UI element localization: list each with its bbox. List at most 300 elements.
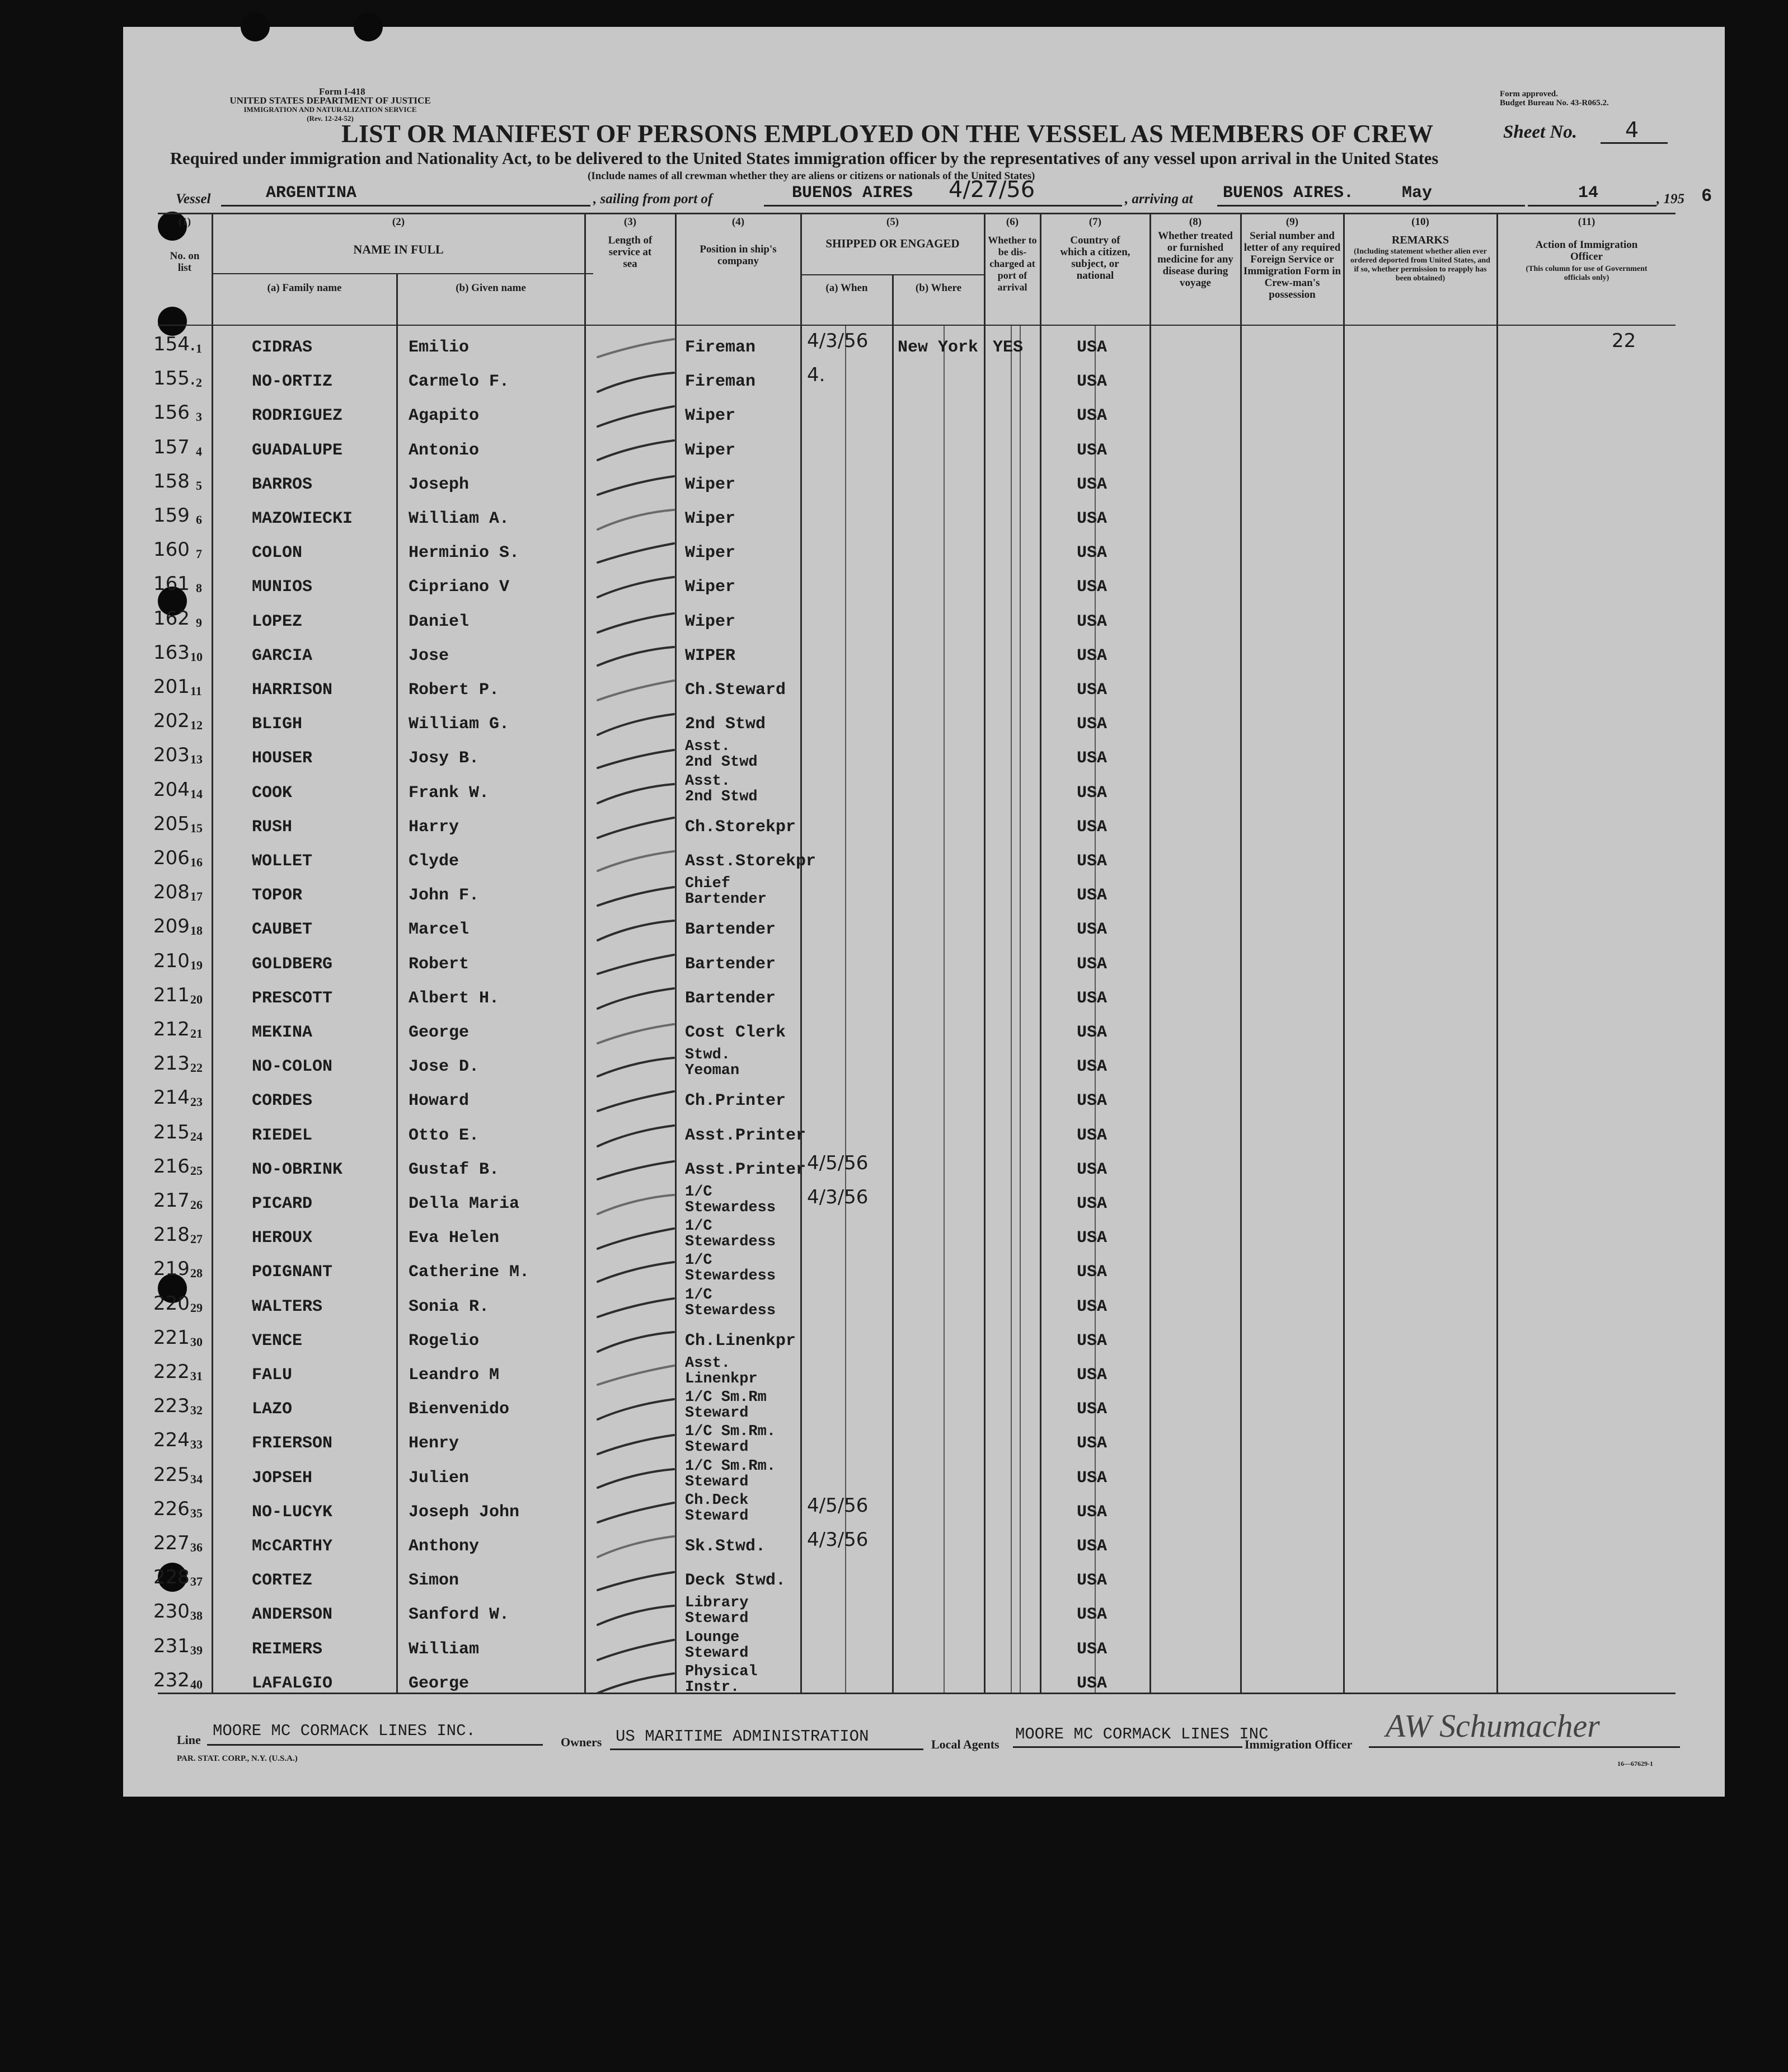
row-sequence-number: 160 [153, 538, 190, 561]
agents-field [1013, 1725, 1269, 1748]
table-row [123, 739, 1673, 773]
row-list-number: 1 [196, 341, 202, 355]
year-prefix: , 195 [1656, 191, 1684, 207]
cell-given: Henry [409, 1434, 459, 1454]
cell-country: USA [1077, 646, 1107, 665]
cell-country: USA [1077, 440, 1107, 460]
col-7-title: Country of which a citizen, subject, or national [1060, 235, 1130, 282]
sailing-date: 4/27/56 [949, 177, 1035, 203]
row-sequence-number: 227 [153, 1532, 190, 1554]
cell-country: USA [1077, 886, 1107, 906]
row-sequence-number: 211 [153, 983, 190, 1006]
cell-position: 2nd Stwd [685, 715, 766, 734]
cell-given: Carmelo F. [409, 372, 510, 392]
row-sequence-number: 209 [153, 915, 190, 938]
cell-country: USA [1077, 852, 1107, 871]
cell-family: LAZO [252, 1400, 293, 1419]
form-code: 16—67629-1 [1617, 1760, 1653, 1768]
cell-country: USA [1077, 817, 1107, 837]
row-list-number: 24 [190, 1129, 203, 1143]
form-id: Form I-418 [319, 86, 365, 97]
row-sequence-number: 218 [153, 1223, 190, 1246]
row-sequence-number: 213 [153, 1052, 190, 1075]
cell-country: USA [1077, 1023, 1107, 1042]
row-sequence-number: 221 [153, 1326, 190, 1349]
col-4-header [676, 216, 800, 267]
table-row [123, 499, 1673, 533]
cell-country: USA [1077, 749, 1107, 768]
cell-given: Catherine M. [409, 1263, 530, 1282]
form-agency-block [224, 87, 437, 123]
row-sequence-number: 201 [153, 676, 190, 698]
cell-position-line2: Stewardess [685, 1268, 776, 1285]
table-row [123, 1047, 1673, 1081]
cell-country: USA [1077, 1057, 1107, 1077]
cell-given: Sonia R. [409, 1297, 490, 1316]
col-1-header [158, 216, 212, 274]
cell-position: Wiper [685, 509, 736, 528]
row-sequence-number: 202 [153, 710, 190, 733]
cell-family: COOK [252, 783, 293, 803]
row-list-number: 15 [190, 821, 203, 835]
cell-position: 1/C Sm.Rm [685, 1389, 767, 1407]
table-row [123, 1321, 1673, 1356]
col-9-number: (9) [1285, 216, 1299, 228]
cell-position: Bartender [685, 920, 776, 940]
col-11-title: Action of Immigration Officer [1535, 239, 1638, 262]
row-list-number: 39 [190, 1643, 203, 1657]
arriving-port: BUENOS AIRES. [1223, 184, 1354, 203]
cell-position: Wiper [685, 406, 736, 426]
col-1-title: No. on list [170, 250, 200, 274]
cell-position: 1/C [685, 1218, 712, 1235]
cell-given: Simon [409, 1571, 459, 1591]
cell-country: USA [1077, 1605, 1107, 1625]
row-sequence-number: 157 [153, 435, 190, 458]
budget-bureau: Budget Bureau No. 43-R065.2. [1500, 99, 1609, 107]
cell-given: Julien [409, 1468, 470, 1488]
cell-position: Ch.Steward [685, 681, 786, 700]
cell-family: JOPSEH [252, 1468, 313, 1488]
cell-position: Wiper [685, 578, 736, 597]
arriving-field [1217, 184, 1525, 207]
cell-country: USA [1077, 578, 1107, 597]
agents-label: Local Agents [931, 1737, 999, 1751]
col-8-header [1151, 216, 1240, 289]
cell-given: Joseph [409, 475, 470, 494]
punch-hole [241, 12, 270, 41]
sheet-label: Sheet No. [1503, 122, 1577, 142]
line-name: MOORE MC CORMACK LINES INC. [213, 1722, 476, 1740]
cell-position: Wiper [685, 612, 736, 631]
row-list-number: 7 [196, 547, 202, 561]
table-row [123, 1253, 1673, 1287]
row-list-number: 28 [190, 1266, 203, 1281]
sailing-label: , sailing from port of [593, 191, 713, 207]
cell-family: TOPOR [252, 886, 303, 906]
cell-country: USA [1077, 543, 1107, 563]
cell-when: 4/5/56 [807, 1151, 869, 1174]
vessel-name: ARGENTINA [266, 184, 357, 203]
cell-country: USA [1077, 1639, 1107, 1659]
cell-family: CORTEZ [252, 1571, 313, 1591]
cell-country: USA [1077, 338, 1107, 357]
cell-family: HEROUX [252, 1229, 313, 1248]
cell-country: USA [1077, 1468, 1107, 1488]
row-list-number: 33 [190, 1437, 203, 1452]
table-row [123, 910, 1673, 944]
col-3-number: (3) [623, 216, 637, 228]
row-list-number: 3 [196, 410, 202, 424]
row-sequence-number: 156 [153, 401, 190, 424]
cell-position-line2: Stewardess [685, 1199, 776, 1216]
cell-family: LOPEZ [252, 612, 303, 631]
cell-position: Cost Clerk [685, 1023, 786, 1042]
row-sequence-number: 163 [153, 641, 190, 664]
cell-position: Ch.Linenkpr [685, 1331, 796, 1351]
cell-country: USA [1077, 1091, 1107, 1111]
row-sequence-number: 210 [153, 949, 190, 972]
cell-position-line2: Steward [685, 1610, 749, 1628]
cell-position: Stwd. [685, 1047, 731, 1064]
cell-family: WOLLET [252, 852, 313, 871]
row-sequence-number: 220 [153, 1292, 190, 1315]
col-5-number: (5) [886, 216, 899, 228]
cell-country: USA [1077, 1366, 1107, 1385]
cell-position: Sk.Stwd. [685, 1537, 766, 1556]
cell-position-line2: Steward [685, 1473, 749, 1490]
officer-label: Immigration Officer [1245, 1737, 1353, 1751]
col-11-header [1498, 216, 1676, 283]
col-5-header [801, 216, 984, 250]
cell-country: USA [1077, 715, 1107, 734]
row-sequence-number: 226 [153, 1497, 190, 1520]
cell-given: Emilio [409, 338, 470, 357]
col-10-header [1344, 216, 1496, 283]
cell-position: Asst. [685, 772, 731, 790]
cell-given: Gustaf B. [409, 1160, 500, 1179]
printer-credit: PAR. STAT. CORP., N.Y. (U.S.A.) [177, 1754, 298, 1763]
row-sequence-number: 206 [153, 847, 190, 869]
cell-given: Josy B. [409, 749, 480, 768]
row-list-number: 10 [190, 649, 203, 664]
cell-country: USA [1077, 1126, 1107, 1145]
table-row [123, 1459, 1673, 1493]
col-2-header [213, 216, 584, 255]
row-sequence-number: 215 [153, 1121, 190, 1143]
cell-position-line2: Steward [685, 1439, 749, 1456]
cell-country: USA [1077, 681, 1107, 700]
sailing-field [764, 177, 1122, 207]
cell-country: USA [1077, 509, 1107, 528]
cell-family: HOUSER [252, 749, 313, 768]
sheet-number: 4 [1625, 118, 1639, 142]
cell-when: 4/3/56 [807, 1186, 869, 1208]
row-list-number: 6 [196, 513, 202, 527]
cell-given: Frank W. [409, 783, 490, 803]
cell-position: WIPER [685, 646, 736, 665]
row-list-number: 37 [190, 1574, 203, 1589]
cell-given: Howard [409, 1091, 470, 1111]
approval-block [1500, 90, 1609, 107]
cell-when: 4/5/56 [807, 1494, 869, 1517]
cell-family: HARRISON [252, 681, 333, 700]
form-subtitle: Required under immigration and Nationality Act, to be delivered to the United States immigration officer by the representatives of any vessel upon arrival in the United States [170, 149, 1439, 168]
col-7-header [1041, 216, 1149, 282]
row-list-number: 40 [190, 1677, 203, 1691]
cell-given: William A. [409, 509, 510, 528]
cell-position-line2: Yeoman [685, 1062, 740, 1080]
row-list-number: 19 [190, 958, 203, 972]
cell-given: Jose D. [409, 1057, 480, 1077]
vessel-field [221, 184, 590, 207]
cell-position: 1/C [685, 1252, 712, 1269]
row-list-number: 26 [190, 1198, 203, 1212]
table-row [123, 1356, 1673, 1390]
sheet-field [1601, 118, 1668, 144]
row-sequence-number: 161 [153, 573, 190, 596]
form-revision: (Rev. 12-24-52) [307, 114, 354, 123]
table-row [123, 636, 1673, 671]
owners-label: Owners [561, 1735, 602, 1749]
manifest-sheet [123, 27, 1725, 1797]
table-row [123, 1081, 1673, 1115]
cell-country: USA [1077, 1297, 1107, 1316]
table-row [123, 362, 1673, 396]
cell-given: Eva Helen [409, 1229, 500, 1248]
row-list-number: 5 [196, 478, 202, 493]
cell-when: 4. [807, 364, 825, 387]
row-sequence-number: 217 [153, 1189, 190, 1212]
agents-name: MOORE MC CORMACK LINES INC [1015, 1725, 1269, 1743]
cell-country: USA [1077, 1263, 1107, 1282]
row-list-number: 27 [190, 1232, 203, 1246]
cell-position: Wiper [685, 543, 736, 563]
table-row [123, 396, 1673, 430]
table-row [123, 842, 1673, 876]
row-sequence-number: 214 [153, 1086, 190, 1109]
row-sequence-number: 204 [153, 778, 190, 801]
cell-family: FRIERSON [252, 1434, 333, 1454]
row-list-number: 12 [190, 718, 203, 733]
form-title: LIST OR MANIFEST OF PERSONS EMPLOYED ON THE VESSEL AS MEMBERS OF CREW [341, 119, 1434, 148]
cell-country: USA [1077, 372, 1107, 392]
row-sequence-number: 231 [153, 1634, 190, 1657]
row-list-number: 32 [190, 1403, 203, 1418]
cell-given: Daniel [409, 612, 470, 631]
row-sequence-number: 222 [153, 1361, 190, 1383]
cell-position: Wiper [685, 440, 736, 460]
cell-where: New York [898, 338, 979, 357]
row-list-number: 35 [190, 1506, 203, 1520]
table-row [123, 1184, 1673, 1218]
table-row [123, 1527, 1673, 1561]
cell-position: Asst.Printer [685, 1160, 806, 1179]
row-list-number: 14 [190, 786, 203, 801]
col-8-title: Whether treated or furnished medicine for any disease during voyage [1157, 230, 1233, 289]
table-row [123, 1595, 1673, 1629]
table-row [123, 1390, 1673, 1424]
cell-position-line2: Steward [685, 1507, 749, 1525]
row-list-number: 22 [190, 1061, 203, 1075]
cell-position: Deck Stwd. [685, 1571, 786, 1591]
table-row [123, 328, 1673, 362]
cell-position: Ch.Storekpr [685, 817, 796, 837]
cell-family: PICARD [252, 1194, 313, 1213]
arriving-label: , arriving at [1125, 191, 1193, 207]
cell-position: Asst.Printer [685, 1126, 806, 1145]
row-sequence-number: 203 [153, 744, 190, 767]
cell-position: Ch.Printer [685, 1091, 786, 1111]
col-10-note: (Including statement whether alien ever ordered deported from United States, and if so, whether permission to reapply has been obtained) [1350, 247, 1490, 283]
cell-given: Clyde [409, 852, 459, 871]
cell-action: 22 [1612, 330, 1636, 352]
cell-given: Della Maria [409, 1194, 520, 1213]
col-10-number: (10) [1411, 216, 1429, 228]
cell-position-line2: Stewardess [685, 1302, 776, 1319]
row-list-number: 9 [196, 615, 202, 630]
cell-family: GUADALUPE [252, 440, 343, 460]
cell-family: NO-ORTIZ [252, 372, 333, 392]
cell-family: FALU [252, 1366, 293, 1385]
cell-family: VENCE [252, 1331, 303, 1351]
table-row [123, 1013, 1673, 1047]
cell-position: 1/C [685, 1184, 712, 1201]
table-row [123, 979, 1673, 1013]
col-2b-header: (b) Given name [456, 282, 526, 294]
cell-position: Fireman [685, 372, 756, 392]
row-list-number: 38 [190, 1609, 203, 1623]
cell-country: USA [1077, 1434, 1107, 1454]
year-suffix: 6 [1701, 186, 1712, 207]
table-row [123, 431, 1673, 465]
col-5b-header: (b) Where [915, 282, 962, 294]
cell-family: COLON [252, 543, 303, 563]
col-9-title: Serial number and letter of any required Foreign Service or Immigration Form in Crew-man's possession [1243, 230, 1341, 301]
row-sequence-number: 155. [153, 367, 196, 390]
row-sequence-number: 219 [153, 1258, 190, 1281]
row-sequence-number: 208 [153, 881, 190, 904]
table-row [123, 808, 1673, 842]
cell-position: Physical [685, 1663, 758, 1680]
table-row [123, 1630, 1673, 1664]
table-row [123, 1493, 1673, 1527]
cell-given: John F. [409, 886, 480, 906]
cell-position: Asst. [685, 738, 731, 756]
row-list-number: 34 [190, 1471, 203, 1486]
cell-country: USA [1077, 954, 1107, 974]
cell-family: MAZOWIECKI [252, 509, 353, 528]
department-name: UNITED STATES DEPARTMENT OF JUSTICE [229, 95, 431, 106]
row-list-number: 2 [196, 376, 202, 390]
col-4-title: Position in ship's company [700, 243, 777, 267]
row-sequence-number: 159 [153, 504, 190, 527]
cell-position: Asst. [685, 1355, 731, 1372]
cell-given: William G. [409, 715, 510, 734]
cell-given: George [409, 1673, 470, 1693]
sailing-port: BUENOS AIRES [792, 184, 913, 203]
row-sequence-number: 230 [153, 1600, 190, 1623]
row-sequence-number: 212 [153, 1018, 190, 1040]
row-sequence-number: 224 [153, 1429, 190, 1452]
col-3-header [585, 216, 675, 270]
punch-hole [354, 12, 383, 41]
col-1-number: (1) [178, 216, 191, 228]
cell-country: USA [1077, 1537, 1107, 1556]
row-list-number: 25 [190, 1163, 203, 1178]
cell-family: ANDERSON [252, 1605, 333, 1625]
cell-given: Harry [409, 817, 459, 837]
cell-family: CORDES [252, 1091, 313, 1111]
cell-family: PRESCOTT [252, 988, 333, 1008]
cell-family: RIEDEL [252, 1126, 313, 1145]
col-9-header [1241, 216, 1343, 301]
row-sequence-number: 228 [153, 1566, 190, 1589]
cell-position-line2: Stewardess [685, 1234, 776, 1251]
cell-family: BARROS [252, 475, 313, 494]
cell-position: Ch.Deck [685, 1492, 749, 1509]
col-2-title: NAME IN FULL [353, 242, 444, 256]
cell-given: Robert [409, 954, 470, 974]
cell-position: Bartender [685, 988, 776, 1008]
cell-position: 1/C [685, 1286, 712, 1304]
officer-signature: AW Schumacher [1386, 1708, 1600, 1744]
cell-given: Sanford W. [409, 1605, 510, 1625]
cell-given: Antonio [409, 440, 480, 460]
col-8-number: (8) [1189, 216, 1202, 228]
owners-field [610, 1728, 923, 1750]
cell-given: Marcel [409, 920, 470, 940]
owners-name: US MARITIME ADMINISTRATION [616, 1727, 869, 1746]
cell-position: Library [685, 1595, 749, 1612]
row-list-number: 17 [190, 889, 203, 904]
cell-disch: YES [993, 338, 1024, 357]
table-row [123, 533, 1673, 568]
officer-field [1369, 1708, 1680, 1748]
row-list-number: 20 [190, 992, 203, 1006]
table-row [123, 1424, 1673, 1458]
cell-given: Rogelio [409, 1331, 480, 1351]
cell-given: Agapito [409, 406, 480, 426]
cell-family: POIGNANT [252, 1263, 333, 1282]
row-list-number: 13 [190, 752, 203, 767]
cell-family: CAUBET [252, 920, 313, 940]
line-field [207, 1723, 543, 1746]
service-check-mark [588, 1665, 683, 1704]
cell-given: Jose [409, 646, 449, 665]
row-list-number: 21 [190, 1026, 203, 1040]
col-5a-header: (a) When [825, 282, 868, 294]
col-2a-header: (a) Family name [267, 282, 342, 294]
cell-family: RODRIGUEZ [252, 406, 343, 426]
cell-country: USA [1077, 783, 1107, 803]
cell-position: Lounge [685, 1629, 740, 1646]
cell-given: Joseph John [409, 1502, 520, 1522]
cell-family: GARCIA [252, 646, 313, 665]
cell-given: William [409, 1639, 480, 1659]
cell-country: USA [1077, 1229, 1107, 1248]
row-sequence-number: 158 [153, 470, 190, 493]
cell-position-line2: Steward [685, 1644, 749, 1662]
cell-given: Robert P. [409, 681, 500, 700]
table-row [123, 774, 1673, 808]
col-10-title: REMARKS [1391, 234, 1449, 246]
day-field [1528, 184, 1656, 207]
table-row [123, 705, 1673, 739]
row-sequence-number: 205 [153, 812, 190, 835]
cell-given: George [409, 1023, 470, 1042]
vessel-label: Vessel [176, 191, 211, 207]
